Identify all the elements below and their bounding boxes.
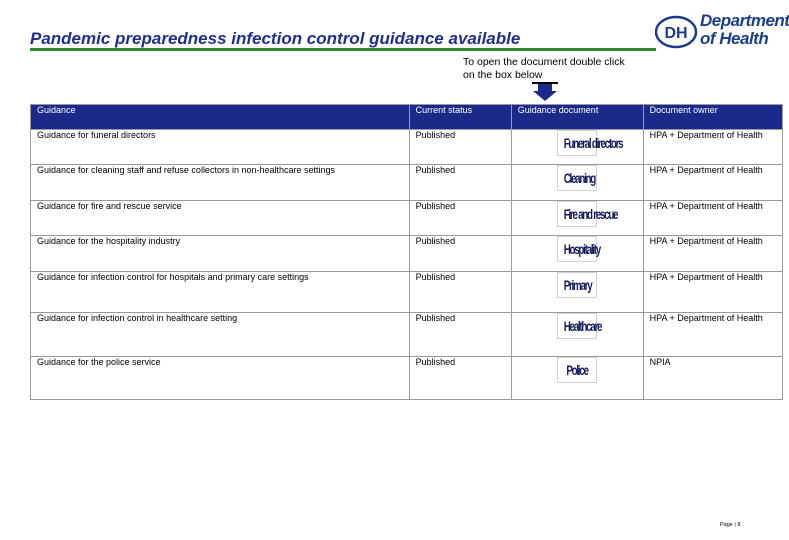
- owner-cell: HPA + Department of Health: [643, 130, 782, 165]
- document-cell[interactable]: [511, 236, 643, 272]
- title-underline: [30, 48, 656, 51]
- page-title: Pandemic preparedness infection control guidance available: [30, 29, 521, 48]
- document-icon[interactable]: [557, 130, 623, 156]
- status-cell: Published: [409, 272, 511, 313]
- table-row: [31, 236, 783, 272]
- document-icon-label: Cleaning: [563, 170, 596, 186]
- guidance-cell: Guidance for infection control in healthcare setting: [31, 313, 410, 357]
- header-document-owner: Document owner: [643, 105, 782, 130]
- document-cell[interactable]: [511, 272, 643, 313]
- owner-cell: HPA + Department of Health: [643, 165, 782, 201]
- header-guidance: Guidance: [31, 105, 410, 130]
- logo-line-1: Department: [700, 11, 789, 30]
- guidance-cell: Guidance for fire and rescue service: [31, 201, 410, 236]
- document-icon[interactable]: [557, 201, 618, 227]
- header-guidance-document: Guidance document: [511, 105, 643, 130]
- status-cell: Published: [409, 236, 511, 272]
- guidance-cell: Guidance for cleaning staff and refuse collectors in non-healthcare settings: [31, 165, 410, 201]
- guidance-cell: Guidance for funeral directors: [31, 130, 410, 165]
- document-cell[interactable]: [511, 313, 643, 357]
- guidance-cell: Guidance for the hospitality industry: [31, 236, 410, 272]
- owner-cell: NPIA: [643, 357, 782, 400]
- table-row: [31, 130, 783, 165]
- document-icon[interactable]: [557, 165, 597, 191]
- status-cell: Published: [409, 313, 511, 357]
- document-icon[interactable]: [557, 357, 597, 383]
- table-row: [31, 357, 783, 400]
- status-cell: Published: [409, 130, 511, 165]
- page-number: Page | 8: [720, 522, 741, 528]
- document-icon[interactable]: [557, 236, 601, 262]
- document-cell[interactable]: [511, 130, 643, 165]
- owner-cell: HPA + Department of Health: [643, 272, 782, 313]
- owner-cell: HPA + Department of Health: [643, 201, 782, 236]
- logo-mark: DH: [664, 25, 688, 42]
- table-row: [31, 201, 783, 236]
- status-cell: Published: [409, 165, 511, 201]
- document-icon-label: Healthcare: [563, 318, 602, 334]
- open-document-instruction: To open the document double click on the box below: [463, 56, 625, 81]
- guidance-cell: Guidance for infection control for hospitals and primary care settings: [31, 272, 410, 313]
- owner-cell: HPA + Department of Health: [643, 236, 782, 272]
- table-row: [31, 272, 783, 313]
- status-cell: Published: [409, 357, 511, 400]
- document-cell[interactable]: [511, 165, 643, 201]
- document-icon-label: Fire and rescue: [563, 206, 618, 222]
- logo-wordmark: [700, 12, 789, 48]
- status-cell: Published: [409, 201, 511, 236]
- logo-line-2: of Health: [700, 29, 769, 48]
- owner-cell: HPA + Department of Health: [643, 313, 782, 357]
- document-icon-label: Hospitality: [563, 241, 601, 257]
- document-cell[interactable]: [511, 357, 643, 400]
- document-icon-label: Primary: [563, 277, 592, 293]
- table-header-row: [31, 105, 783, 130]
- table-row: [31, 313, 783, 357]
- document-icon[interactable]: [557, 272, 597, 298]
- document-cell[interactable]: [511, 201, 643, 236]
- down-arrow-icon: [530, 82, 560, 102]
- document-icon[interactable]: [557, 313, 602, 339]
- guidance-table: [30, 104, 783, 400]
- guidance-cell: Guidance for the police service: [31, 357, 410, 400]
- table-row: [31, 165, 783, 201]
- document-icon-label: Funeral directors: [563, 135, 623, 151]
- header-current-status: Current status: [409, 105, 511, 130]
- document-icon-label: Police: [566, 362, 588, 378]
